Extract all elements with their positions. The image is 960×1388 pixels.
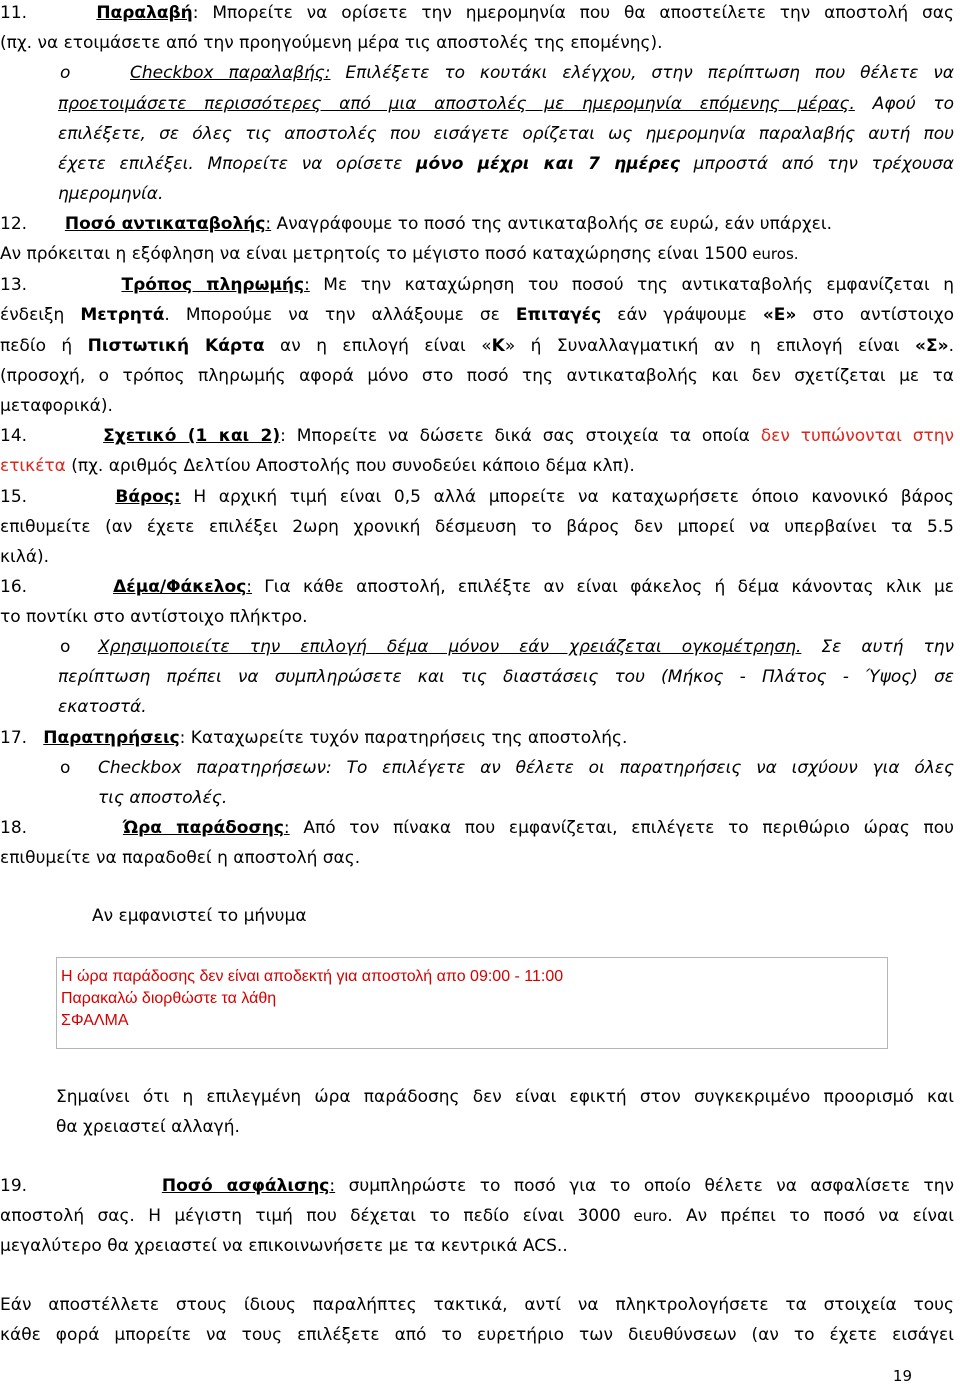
message-intro: Αν εμφανιστεί το μήνυμα xyxy=(92,906,307,926)
item-11-sub-line-4: έχετε επιλέξει. Μπορείτε να ορίσετε μόνο μέχρι και 7 ημέρες μπροστά από την τρέχουσα xyxy=(58,154,954,174)
bullet: o xyxy=(60,63,71,83)
item-11-sub-line-3: επιλέξετε, σε όλες τις αποστολές που εισάγετε ορίζεται ως ημερομηνία παραλαβής αυτή που xyxy=(58,124,954,144)
item-11-title: Παραλαβή xyxy=(96,3,193,23)
item-14-title: Σχετικό (1 και 2) xyxy=(103,426,281,446)
item-16-sub-line-1: Χρησιμοποιείτε την επιλογή δέμα μόνον εάν χρειάζεται ογκομέτρηση. Σε αυτή την xyxy=(98,637,954,657)
error-line-3: ΣΦΑΛΜΑ xyxy=(61,1012,129,1029)
closing-line-1: Εάν αποστέλλετε στους ίδιους παραλήπτες τακτικά, αντί να πληκτρολογήσετε τα στοιχεία τους xyxy=(0,1295,954,1315)
item-18-line-2: επιθυμείτε να παραδοθεί η αποστολή σας. xyxy=(0,848,361,868)
item-11-sub-line-1: Checkbox παραλαβής: Επιλέξετε το κουτάκι ελέγχου, στην περίπτωση που θέλετε να xyxy=(130,63,955,83)
item-13-line-4: (προσοχή, ο τρόπος πληρωμής αφορά μόνο στο ποσό της αντικαταβολής και δεν σχετίζεται με τα xyxy=(0,366,954,386)
error-message-box xyxy=(56,957,888,1049)
item-19-title: Ποσό ασφάλισης xyxy=(161,1176,330,1196)
item-15-line-3: κιλά). xyxy=(0,547,50,567)
item-15-title: Βάρος: xyxy=(115,487,181,507)
page-number: 19 xyxy=(892,1367,912,1385)
item-18-after-1: Σημαίνει ότι η επιλεγμένη ώρα παράδοσης δεν είναι εφικτή στον συγκεκριμένο προορισμό και xyxy=(56,1087,954,1107)
item-12-title: Ποσό αντικαταβολής xyxy=(64,214,266,234)
item-11-line-1: 11. Παραλαβή: Μπορείτε να ορίσετε την ημερομηνία που θα αποστείλετε την αποστολή σας xyxy=(0,3,954,23)
item-11-line-2: (πχ. να ετοιμάσετε από την προηγούμενη μέρα τις αποστολές της επομένης). xyxy=(0,33,663,53)
item-19-line-1: 19. Ποσό ασφάλισης: συμπληρώστε το ποσό για το οποίο θέλετε να ασφαλίσετε την xyxy=(0,1176,955,1196)
item-16-sub-line-2: περίπτωση πρέπει να συμπληρώσετε και τις διαστάσεις του (Μήκος - Πλάτος - Ύψος) σε xyxy=(58,667,954,687)
item-11-sub-line-2: προετοιμάσετε περισσότερες από μια αποστολές με ημερομηνία επόμενης μέρας. Αφού το xyxy=(58,94,954,114)
item-16-line-2: το ποντίκι στο αντίστοιχο πλήκτρο. xyxy=(0,607,308,627)
item-12-line-2: Αν πρόκειται η εξόφληση να είναι μετρητοίς το μέγιστο ποσό καταχώρησης είναι 1500 euros. xyxy=(0,244,799,264)
item-13-title: Τρόπος πληρωμής xyxy=(121,275,305,295)
bullet: o xyxy=(60,758,71,778)
item-13-line-5: μεταφορικά). xyxy=(0,396,113,416)
item-17-sub-line-1: Checkbox παρατηρήσεων: Το επιλέγετε αν θέλετε οι παρατηρήσεις να ισχύουν για όλες xyxy=(98,758,954,778)
closing-line-2: κάθε φορά μπορείτε να τους επιλέξετε από το ευρετήριο των διευθύνσεων (αν το έχετε εισάγει xyxy=(0,1325,954,1345)
item-18-after-2: θα χρειαστεί αλλαγή. xyxy=(56,1117,240,1137)
item-12-line-1: 12. Ποσό αντικαταβολής: Αναγράφουμε το ποσό της αντικαταβολής σε ευρώ, εάν υπάρχει. xyxy=(0,214,833,234)
item-13-line-1: 13. Τρόπος πληρωμής: Με την καταχώρηση του ποσού της αντικαταβολής εμφανίζεται η xyxy=(0,275,954,295)
checkbox-paralavis-label: Checkbox παραλαβής: xyxy=(130,63,331,83)
error-line-2: Παρακαλώ διορθώστε τα λάθη xyxy=(61,990,277,1007)
error-line-1: Η ώρα παράδοσης δεν είναι αποδεκτή για αποστολή απο 09:00 - 11:00 xyxy=(61,968,564,985)
item-17-sub-line-2: τις αποστολές. xyxy=(98,788,228,808)
item-15-line-2: επιθυμείτε (αν έχετε επιλέξει 2ωρη χρονική δέσμευση το βάρος δεν μπορεί να υπερβαίνει τα 5.5 xyxy=(0,517,954,537)
item-16-line-1: 16. Δέμα/Φάκελος: Για κάθε αποστολή, επιλέξτε αν είναι φάκελος ή δέμα κάνοντας κλικ με xyxy=(0,577,954,597)
bullet: o xyxy=(60,637,71,657)
item-18-title: Ώρα παράδοσης xyxy=(122,818,284,838)
item-13-line-2: ένδειξη Μετρητά. Μπορούμε να την αλλάξουμε σε Επιταγές εάν γράψουμε «Ε» στο αντίστοιχο xyxy=(0,305,954,325)
item-13-line-3: πεδίο ή Πιστωτική Κάρτα αν η επιλογή είναι «Κ» ή Συναλλαγματική αν η επιλογή είναι «Σ». xyxy=(0,336,955,356)
item-17-title: Παρατηρήσεις xyxy=(43,728,180,748)
item-number: 11. xyxy=(0,3,28,23)
item-19-line-3: μεγαλύτερο θα χρειαστεί να επικοινωνήσετε με τα κεντρικά ACS.. xyxy=(0,1236,568,1256)
item-18-line-1: 18. Ώρα παράδοσης: Από τον πίνακα που εμφανίζεται, επιλέγετε το περιθώριο ώρας που xyxy=(0,818,955,838)
item-19-line-2: αποστολή σας. Η μέγιστη τιμή που δέχεται το πεδίο είναι 3000 euro. Αν πρέπει το ποσό να είναι xyxy=(0,1206,954,1226)
item-11-sub-line-5: ημερομηνία. xyxy=(58,184,164,204)
item-15-line-1: 15. Βάρος: Η αρχική τιμή είναι 0,5 αλλά μπορείτε να καταχωρήσετε όποιο κανονικό βάρος xyxy=(0,487,954,507)
item-17-line-1: 17. Παρατηρήσεις: Καταχωρείτε τυχόν παρατηρήσεις της αποστολής. xyxy=(0,728,628,748)
item-14-line-2: ετικέτα (πχ. αριθμός Δελτίου Αποστολής που συνοδεύει κάποιο δέμα κλπ). xyxy=(0,456,635,476)
item-16-title: Δέμα/Φάκελος xyxy=(113,577,247,597)
item-14-line-1: 14. Σχετικό (1 και 2): Μπορείτε να δώσετε δικά σας στοιχεία τα οποία δεν τυπώνονται στην xyxy=(0,426,954,446)
item-16-sub-line-3: εκατοστά. xyxy=(58,697,147,717)
